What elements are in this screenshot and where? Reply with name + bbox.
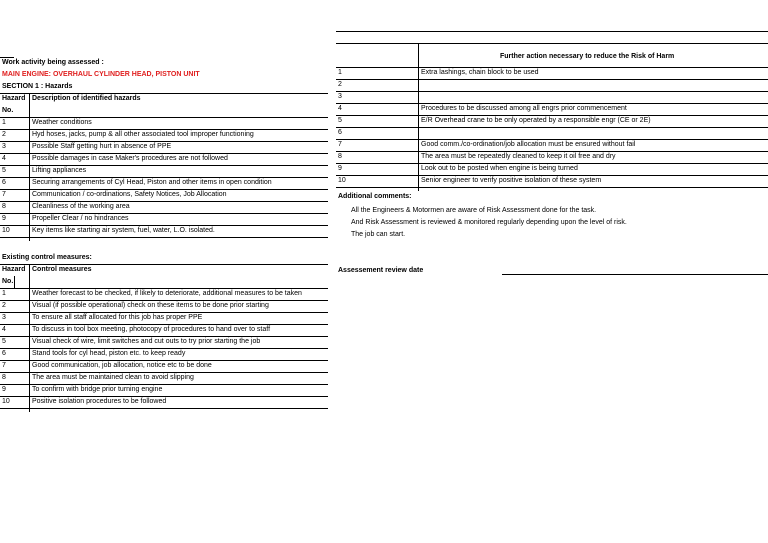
hazard-row-number: 9 bbox=[2, 215, 6, 222]
action-row-rule bbox=[336, 67, 768, 68]
control-row-number: 6 bbox=[2, 350, 6, 357]
hazard-row-text: Weather conditions bbox=[32, 119, 92, 126]
hazard-row-text: Possible damages in case Maker's procedures are not followed bbox=[32, 155, 228, 162]
action-row-number: 7 bbox=[338, 141, 342, 148]
control-row-number: 10 bbox=[2, 398, 10, 405]
control-row-text: The area must be maintained clean to avoid slipping bbox=[32, 374, 194, 381]
control-row-text: Visual (if possible operational) check on these items to be done prior starting bbox=[32, 302, 269, 309]
additional-comments-label: Additional comments: bbox=[338, 193, 412, 200]
hazard-row-text: Key items like starting air system, fuel, water, L.O. isolated. bbox=[32, 227, 215, 234]
section-title: SECTION 1 : Hazards bbox=[2, 83, 73, 90]
control-row-text: To discuss in tool box meeting, photocopy of procedures to hand over to staff bbox=[32, 326, 271, 333]
action-row-text: Look out to be posted when engine is being turned bbox=[421, 165, 578, 172]
further-header-top-rule bbox=[336, 43, 768, 44]
control-row-number: 8 bbox=[2, 374, 6, 381]
control-row-number: 1 bbox=[2, 290, 6, 297]
control-row-text: Stand tools for cyl head, piston etc. to keep ready bbox=[32, 350, 186, 357]
control-row-number: 3 bbox=[2, 314, 6, 321]
comment-line-1: All the Engineers & Motormen are aware of Risk Assessment done for the task. bbox=[351, 207, 597, 214]
action-row-rule bbox=[336, 127, 768, 128]
hazard-row-text: Hyd hoses, jacks, pump & all other associated tool improper functioning bbox=[32, 131, 254, 138]
action-row-number: 1 bbox=[338, 69, 342, 76]
control-row-text: To confirm with bridge prior turning engine bbox=[32, 386, 163, 393]
hazard-row-number: 4 bbox=[2, 155, 6, 162]
hazards-header-col2: Description of identified hazards bbox=[32, 95, 141, 102]
action-row-rule bbox=[336, 91, 768, 92]
hazard-bottom-rule bbox=[0, 237, 328, 238]
action-row-number: 10 bbox=[338, 177, 346, 184]
action-row-text: E/R Overhead crane to be only operated by a responsible engr (CE or 2E) bbox=[421, 117, 651, 124]
further-action-header: Further action necessary to reduce the Risk of Harm bbox=[500, 53, 675, 60]
hazard-row-text: Possible Staff getting hurt in absence of PPE bbox=[32, 143, 172, 150]
comment-line-3: The job can start. bbox=[351, 231, 406, 238]
hazard-row-number: 6 bbox=[2, 179, 6, 186]
hazard-row-text: Propeller Clear / no hindrances bbox=[32, 215, 129, 222]
review-date-line bbox=[502, 274, 768, 275]
control-row-text: Weather forecast to be checked, if likely to deteriorate, additional measures to be taken bbox=[32, 290, 302, 297]
action-row-text: Good comm./co-ordination/job allocation must be ensured without fail bbox=[421, 141, 636, 148]
action-bottom-rule bbox=[336, 187, 768, 188]
hazard-row-number: 2 bbox=[2, 131, 6, 138]
hazard-row-number: 3 bbox=[2, 143, 6, 150]
controls-header-col1b: No. bbox=[2, 278, 14, 285]
existing-control-label: Existing control measures: bbox=[2, 254, 92, 261]
controls-col-divider bbox=[29, 264, 30, 412]
control-row-text: To ensure all staff allocated for this job has proper PPE bbox=[32, 314, 203, 321]
control-row-number: 9 bbox=[2, 386, 6, 393]
work-activity-label: Work activity being assessed : bbox=[2, 59, 104, 66]
controls-header-tick bbox=[14, 276, 15, 288]
hazard-row-number: 1 bbox=[2, 119, 6, 126]
control-row-text: Visual check of wire, limit switches and cut outs to try prior starting the job bbox=[32, 338, 261, 345]
hazards-col-divider bbox=[29, 93, 30, 241]
action-row-text: Extra lashings, chain block to be used bbox=[421, 69, 539, 76]
action-row-number: 6 bbox=[338, 129, 342, 136]
control-row-number: 2 bbox=[2, 302, 6, 309]
hazards-header-col1a: Hazard bbox=[2, 95, 26, 102]
action-row-number: 4 bbox=[338, 105, 342, 112]
actions-col-divider bbox=[418, 43, 419, 191]
control-row-number: 5 bbox=[2, 338, 6, 345]
action-row-text: Senior engineer to verify positive isolation of these system bbox=[421, 177, 602, 184]
action-row-number: 5 bbox=[338, 117, 342, 124]
hazard-row-number: 10 bbox=[2, 227, 10, 234]
action-row-number: 9 bbox=[338, 165, 342, 172]
hazard-row-number: 5 bbox=[2, 167, 6, 174]
hazard-row-text: Communication / co-ordinations, Safety Notices, Job Allocation bbox=[32, 191, 227, 198]
hazard-row-number: 7 bbox=[2, 191, 6, 198]
controls-header-col2: Control measures bbox=[32, 266, 92, 273]
hazard-row-text: Lifting appliances bbox=[32, 167, 87, 174]
control-bottom-rule bbox=[0, 408, 328, 409]
control-row-number: 4 bbox=[2, 326, 6, 333]
action-row-number: 8 bbox=[338, 153, 342, 160]
action-row-text: The area must be repeatedly cleaned to keep it oil free and dry bbox=[421, 153, 616, 160]
review-date-label: Assessement review date bbox=[338, 267, 424, 274]
hazard-row-text: Cleanliness of the working area bbox=[32, 203, 130, 210]
control-row-number: 7 bbox=[2, 362, 6, 369]
control-row-text: Good communication, job allocation, notice etc to be done bbox=[32, 362, 212, 369]
top-rule bbox=[336, 31, 768, 32]
control-row-text: Positive isolation procedures to be followed bbox=[32, 398, 167, 405]
action-row-rule bbox=[336, 79, 768, 80]
action-row-number: 3 bbox=[338, 93, 342, 100]
comment-line-2: And Risk Assessment is reviewed & monitored regularly depending upon the level of risk. bbox=[351, 219, 627, 226]
action-row-number: 2 bbox=[338, 81, 342, 88]
work-activity-value: MAIN ENGINE: OVERHAUL CYLINDER HEAD, PISTON UNIT bbox=[2, 71, 200, 78]
hazard-row-number: 8 bbox=[2, 203, 6, 210]
action-row-text: Procedures to be discussed among all engrs prior commencement bbox=[421, 105, 627, 112]
controls-header-col1a: Hazard bbox=[2, 266, 26, 273]
hazard-row-text: Securing arrangements of Cyl Head, Piston and other items in open condition bbox=[32, 179, 272, 186]
hazards-header-col1b: No. bbox=[2, 107, 14, 114]
